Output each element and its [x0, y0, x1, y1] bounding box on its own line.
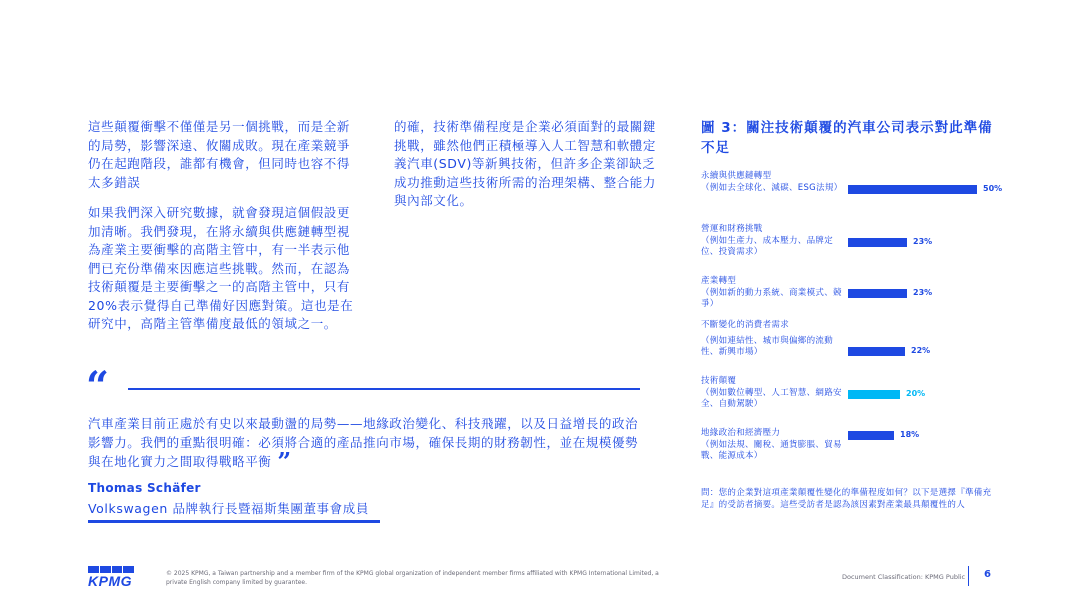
- kpmg-logo: [88, 566, 134, 588]
- footer-disclaimer: © 2025 KPMG, a Taiwan partnership and a member firm of the KPMG global organization of independent member firms affiliated with KPMG International Limited, a private English company limited by guarantee.: [166, 570, 659, 586]
- quote-author-title: Volkswagen 品牌執行長暨福斯集團董事會成員: [88, 501, 369, 516]
- body-column-left: [88, 118, 363, 334]
- category-name: 不斷變化的消費者需求: [701, 320, 790, 330]
- chart-category-label: [701, 320, 843, 359]
- category-name: 地緣政治和經濟壓力: [701, 428, 781, 438]
- chart-category-label: [701, 171, 843, 194]
- chart-bar: [848, 185, 977, 194]
- category-name: 技術顛覆: [701, 376, 737, 386]
- quote-divider: [128, 388, 640, 390]
- chart-category-label: [701, 224, 843, 259]
- author-underline: [88, 520, 380, 523]
- chart-bar: [848, 238, 907, 247]
- category-name: 永續與供應鏈轉型: [701, 171, 772, 181]
- paragraph: 的確，技術準備程度是企業必須面對的最關鍵挑戰，雖然他們正積極導入人工智慧和軟體定義汽車(SDV)等新興技術，但許多企業卻缺乏成功推動這些技術所需的治理架構、整合能力與內部文化。: [394, 119, 657, 208]
- paragraph: 如果我們深入研究數據，就會發現這個假設更加清晰。我們發現，在將永續與供應鏈轉型視為產業主要衝擊的高階主管中，有一半表示他們已充份準備來因應這些挑戰。然而，在認為技術顛覆是主要衝擊之一的高階主管中，只有20%表示覺得自己準備好因應對策。這也是在研究中，高階主管準備度最低的領域之一。: [88, 205, 354, 331]
- chart-value-label: 18%: [900, 430, 920, 439]
- chart-bar: [848, 431, 894, 440]
- quote-text: 汽車產業目前正處於有史以來最動盪的局勢——地緣政治變化、科技飛躍，以及日益增長的政治影響力。我們的重點很明確：必須將合適的產品推向市場，確保長期的財務韌性，並在規模優勢與在地化實力之間取得戰略平衡: [88, 416, 639, 469]
- paragraph: 這些顛覆衝擊不僅僅是另一個挑戰，而是全新的局勢，影響深遠、攸關成敗。現在產業競爭仍在起跑階段，誰都有機會，但同時也容不得太多錯誤: [88, 119, 351, 190]
- chart-footnote: 問：您的企業對這項產業顛覆性變化的準備程度如何？以下是選擇『準備充足』的受訪者摘要。這些受訪者是認為該因素對產業最具顛覆性的人: [701, 488, 992, 510]
- chart-category-label: [701, 276, 843, 311]
- quote-open-icon: “: [86, 363, 110, 410]
- quote-author-name: Thomas Schäfer: [88, 481, 201, 495]
- chart-bar: [848, 289, 907, 298]
- category-detail: （例如法規、關稅、通貨膨脹、貿易戰、能源成本）: [701, 439, 842, 461]
- chart-value-label: 22%: [911, 346, 931, 355]
- category-detail: （例如生產力、成本壓力、品牌定位、投資需求）: [701, 235, 834, 257]
- category-detail: （例如新的動力系統、商業模式、競爭）: [701, 287, 842, 309]
- chart-value-label: 50%: [983, 184, 1003, 193]
- category-detail: （例如連結性、城市與偏鄉的流動性、新興市場）: [701, 335, 834, 357]
- body-column-middle: [394, 118, 662, 211]
- logo-text: KPMG: [88, 573, 132, 589]
- category-name: 營運和財務挑戰: [701, 224, 763, 234]
- footer-divider: [968, 566, 969, 586]
- category-detail: （例如去全球化、減碳、ESG法規）: [701, 182, 843, 193]
- chart-bar: [848, 347, 905, 356]
- category-name: 產業轉型: [701, 276, 737, 286]
- chart-bar: [848, 390, 900, 399]
- chart-value-label: 23%: [913, 288, 933, 297]
- quote-close-icon: ”: [277, 447, 292, 476]
- page-number: 6: [984, 569, 991, 580]
- category-detail: （例如數位轉型、人工智慧、網路安全、自動駕駛）: [701, 387, 842, 409]
- document-classification: Document Classification: KPMG Public: [842, 573, 966, 581]
- chart-value-label: 23%: [913, 237, 933, 246]
- pull-quote: [88, 414, 648, 476]
- chart-category-label: [701, 376, 843, 411]
- chart-value-label: 20%: [906, 389, 926, 398]
- chart-title: 圖 3：關注技術顛覆的汽車公司表示對此準備不足: [701, 120, 993, 156]
- chart-category-label: [701, 428, 843, 463]
